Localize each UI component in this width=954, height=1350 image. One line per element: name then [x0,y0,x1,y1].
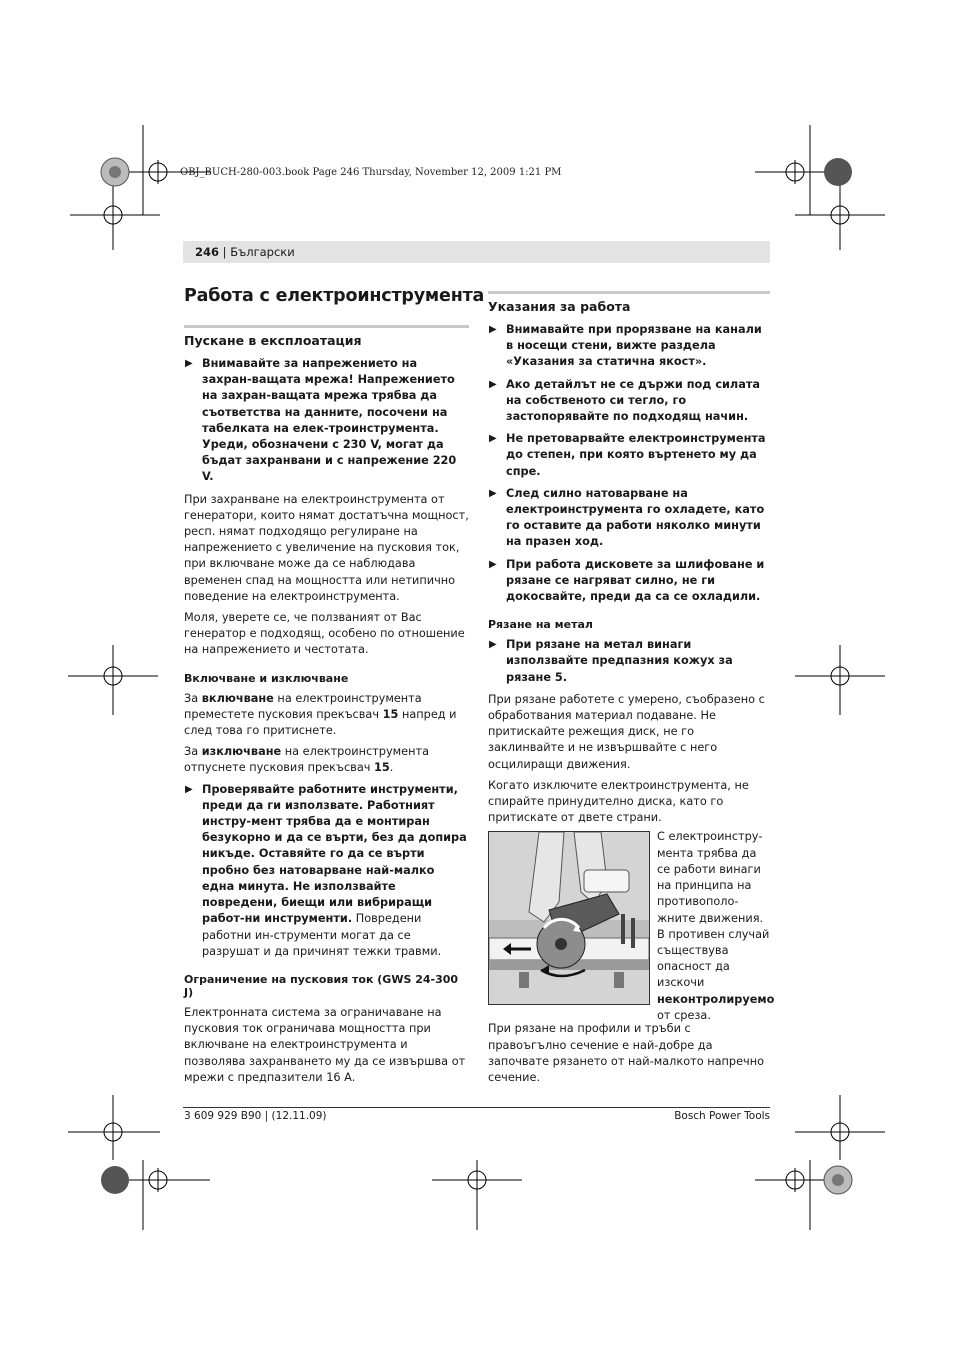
footer-rule [183,1107,770,1108]
para-stop-disc: Когато изключите електроинструмента, не спирайте принудително диска, като го притискате от двете страни. [488,778,749,825]
bullet-text-normal: Повредени работни ин-струменти могат да се разрушат и да причинят тежки травми. [202,912,442,958]
right-column [488,291,775,1091]
figure-block [488,830,775,1022]
subtitle-on-off: Включване и изключване [184,671,349,685]
page-title: Работа с електроинструмента [184,286,485,306]
subtitle-metal-cutting: Рязане на метал [488,618,593,632]
bullet-arrow-icon: ▶ [489,558,497,570]
para-generator-check: Моля, уверете се, че ползваният от Вас генератор е подходящ, особено по отношение на напрежението и честотата. [184,611,465,657]
bullet-arrow-icon: ▶ [185,358,193,369]
bullet-text: Ако детайлът не се държи под силата на собственото си тегло, го застопорявайте по подходящ начин. [506,377,761,424]
bullet-arrow-icon: ▶ [489,378,497,390]
footer-doc-number: 3 609 929 B90 | (12.11.09) [184,1110,327,1122]
bullet-tip-2 [488,377,770,426]
left-column [184,325,469,1091]
page-number: 246 [195,245,220,259]
bullet-text: Внимавайте за напрежението на захран-ващата мрежа! Напрежението на захран-ващата мрежа трябва да съответства на данните, посочени на табелката на елек-троинструмента. Уреди, обозначени с 230 V, могат да бъдат захранвани и с напрежение 220 V. [202,357,457,484]
header-language: Български [230,245,295,259]
bullet-tip-3 [488,431,770,480]
bullet-tip-1 [488,322,770,371]
page-header [183,241,770,263]
grinder-cutting-image [489,832,649,1004]
section-title-startup: Пускане в експлоатация [184,333,362,348]
bullet-text: Не претоварвайте електроинструмента до степен, при която въртенето му да спре. [506,432,766,478]
header-separator: | [219,245,231,259]
header-text [195,245,295,259]
bullet-arrow-icon: ▶ [489,324,497,335]
print-info: OBJ_BUCH-280-003.book Page 246 Thursday, November 12, 2009 1:21 PM [180,167,562,178]
para-switch-on: За включване на електроинструмента преместете пусковия прекъсвач 15 напред и след това го притиснете. [184,691,457,738]
cutting-illustration [488,831,650,1005]
section-title-work-tips: Указания за работа [488,299,631,314]
bullet-tip-5 [488,557,770,606]
para-feed: При рязане работете с умерено, съобразено с обработвания материал подаване. Не притискайте режещия диск, не го заклинвайте и не извършвайте с него осцилиращи движения. [488,692,765,771]
bullet-voltage [184,356,469,486]
bullet-arrow-icon: ▶ [489,639,497,651]
bullet-text: След силно натоварване на електроинструмента го охладете, като го оставите да работи няколко минути на празен ход. [506,486,765,549]
section-rule [184,325,469,328]
bullet-arrow-icon: ▶ [185,783,193,795]
para-start-current: Електронната система за ограничаване на пусковия ток ограничава мощността при включване на електроинструмента и позволява захранването му да се извършва от мрежи с предпазители 16 A. [184,1005,466,1084]
bullet-text: При работа дисковете за шлифоване и рязане се нагряват силно, не ги докосвайте, преди да са се охладили. [506,557,765,604]
bullet-text: При рязане на метал винаги използвайте предпазния кожух за рязане 5. [506,638,733,684]
para-switch-off: За изключване на електроинструмента отпуснете пусковия прекъсвач 15. [184,745,430,775]
bullet-arrow-icon: ▶ [489,433,497,445]
footer-brand: Bosch Power Tools [674,1110,770,1122]
bullet-text: Внимавайте при прорязване на канали в носещи стени, вижте раздела «Указания за статична якост». [506,323,762,369]
section-rule [488,291,770,294]
subtitle-start-current: Ограничение на пусковия ток (GWS 24-300 J) [184,972,459,999]
para-generator: При захранване на електроинструмента от генератори, които нямат достатъчна мощност, респ. нямат подходящо регулиране на напрежението с увеличение на пусковия ток, при включване може да се наблюдава временен спад на мощността или нетипично поведение на електроинструмента. [184,492,469,603]
para-profiles: При рязане на профили и тръби с правоъгълно сечение е най-добре да започвате рязането от най-малкото напречно сечение. [488,1022,765,1085]
bullet-arrow-icon: ▶ [489,487,497,499]
figure-caption: С електроинстру-мента трябва да се работи винаги на принципа на противополо-жните движения. В противен случай съществува опасност да изскочи неконтролируемо от среза. [657,830,775,1022]
bullet-text: Проверявайте работните инструменти, преди да ги използвате. Работният инстру-мент трябва да е монтиран безукорно и да се върти, без да допира никъде. Оставяйте го да се върти пробно без натоварване най-малко една минута. Не използвайте повредени, биещи или вибриращи работ-ни инструменти. [202,782,467,926]
bullet-metal-guard [488,637,770,686]
bullet-check-tools [184,782,469,960]
bullet-tip-4 [488,486,770,551]
